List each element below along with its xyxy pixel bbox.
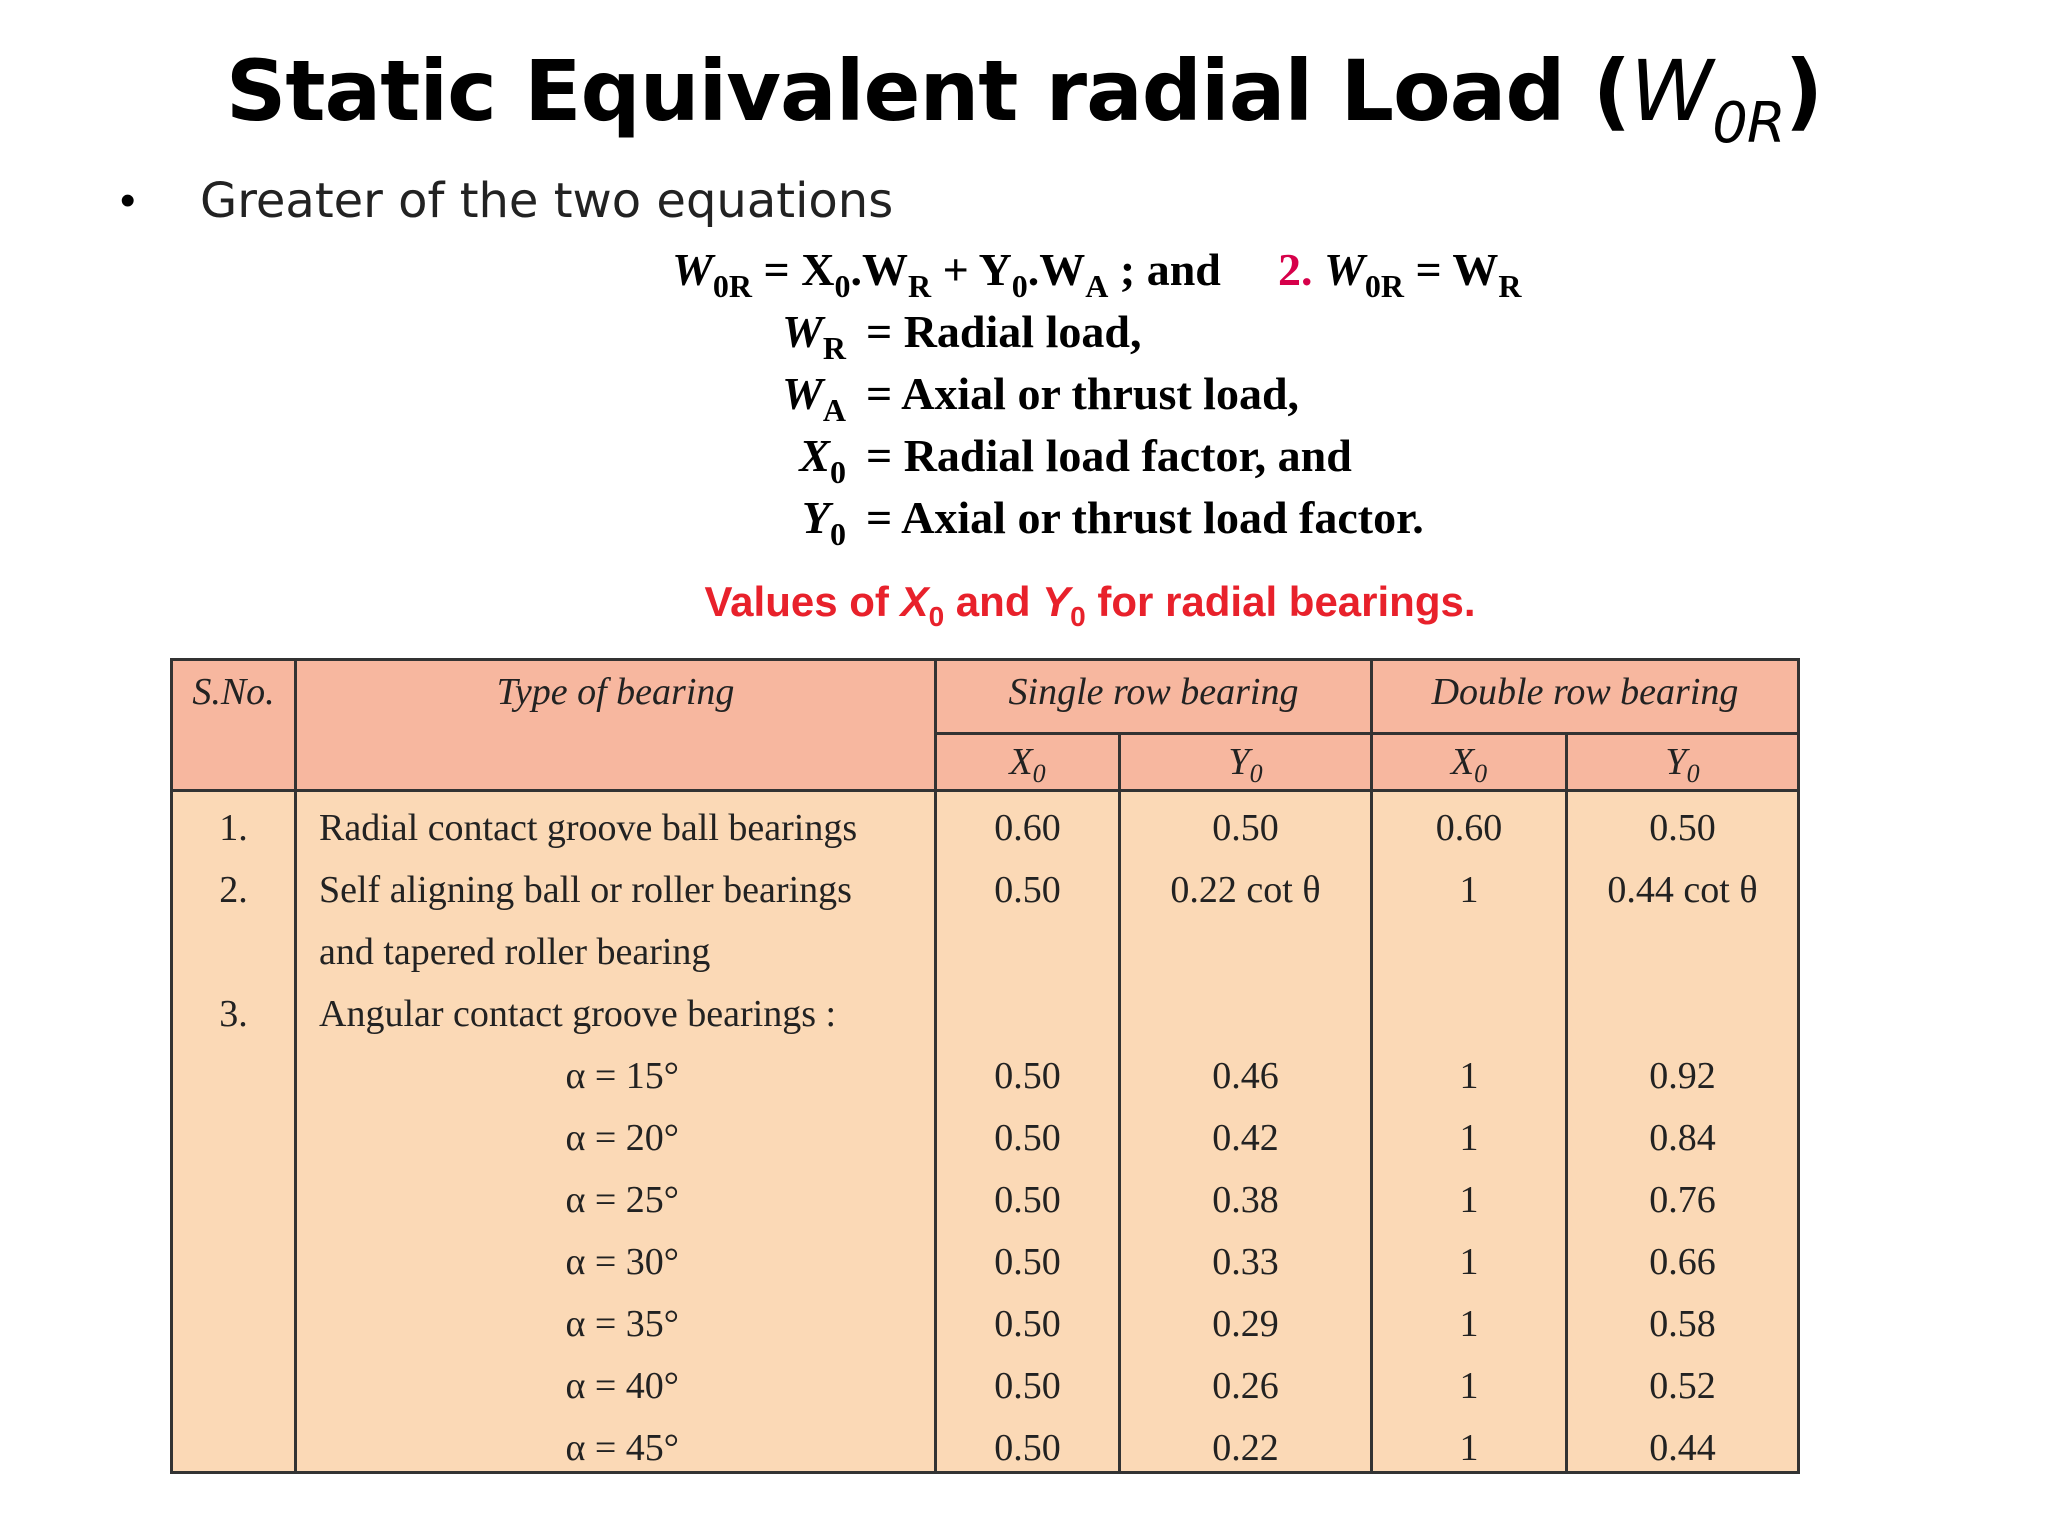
cell-double-x0: 1: [1459, 1365, 1479, 1407]
cell-single-x0: 0.50: [994, 1241, 1061, 1283]
col-divider: [294, 661, 297, 1471]
cell-single-y0: 0.29: [1212, 1303, 1279, 1345]
cell-single-y0: 0.38: [1212, 1179, 1279, 1221]
definition-wa: [770, 364, 1570, 428]
header-sno: S.No.: [192, 671, 275, 713]
cell-single-y0: 0.22 cot θ: [1170, 869, 1321, 911]
header-sub: 0: [1032, 759, 1046, 788]
cell-double-x0: 0.60: [1435, 807, 1503, 849]
cell-double-y0: 0.44 cot θ: [1607, 869, 1758, 911]
cell-double-x0: 1: [1459, 869, 1479, 911]
definition-wr: [770, 302, 1570, 366]
cell-type: α = 30°: [565, 1241, 679, 1283]
caption-x-sub: 0: [928, 601, 945, 632]
cell-double-x0: 1: [1459, 1427, 1479, 1469]
table-caption: [0, 572, 2048, 647]
header-type: Type of bearing: [496, 671, 735, 713]
definition-y0: [770, 488, 1570, 552]
cell-double-x0: 1: [1459, 1241, 1479, 1283]
eq2-lhs: W: [1324, 244, 1365, 295]
caption-y: Y: [1042, 578, 1071, 625]
header-y-symbol: Y: [1228, 741, 1250, 783]
eq1-plus: + Y: [931, 244, 1012, 295]
header-x-symbol: X: [1009, 741, 1033, 783]
eq1-a-sub: A: [1085, 268, 1109, 304]
cell-single-x0: 0.50: [994, 1365, 1061, 1407]
cell-type: Self aligning ball or roller bearings: [319, 869, 852, 911]
definition-x0: [770, 426, 1570, 490]
eq1-dot2: .W: [1027, 244, 1086, 295]
header-single-row: Single row bearing: [1008, 671, 1299, 713]
def-symbol: X: [799, 430, 830, 481]
def-subscript: 0: [830, 516, 846, 552]
eq2-lhs-sub: 0R: [1364, 268, 1405, 304]
cell-double-x0: 1: [1459, 1179, 1479, 1221]
title-subscript: 0R: [1712, 91, 1785, 156]
eq1-lhs: W: [672, 244, 713, 295]
cell-single-x0: 0.50: [994, 1055, 1061, 1097]
cell-double-y0: 0.92: [1649, 1055, 1716, 1097]
cell-single-y0: 0.33: [1212, 1241, 1279, 1283]
header-x-symbol: X: [1450, 741, 1475, 783]
bearing-factors-table: [170, 658, 1800, 1474]
header-divider: [935, 732, 1797, 735]
header-sub: 0: [1474, 759, 1488, 788]
cell-type: Angular contact groove bearings :: [319, 993, 837, 1035]
cell-type: α = 20°: [565, 1117, 679, 1159]
cell-type: α = 15°: [565, 1055, 679, 1097]
bullet-text: Greater of the two equations: [200, 173, 894, 229]
def-symbol: W: [781, 306, 823, 357]
title-symbol: W: [1630, 42, 1713, 140]
cell-type: α = 35°: [565, 1303, 679, 1345]
header-sub: 0: [1686, 759, 1700, 788]
eq1-y-sub: 0: [1011, 268, 1028, 304]
header-single-x0: [937, 737, 1118, 799]
eq2-number: 2.: [1278, 244, 1313, 295]
def-description: = Axial or thrust load factor.: [866, 492, 1424, 543]
eq2-rhs-sub: R: [1498, 268, 1522, 304]
caption-part-b: for radial bearings.: [1085, 578, 1476, 625]
cell-double-x0: 1: [1459, 1117, 1479, 1159]
header-double-x0: [1373, 737, 1565, 799]
eq1-dot1: .W: [850, 244, 908, 295]
eq1-lhs-sub: 0R: [712, 268, 753, 304]
cell-single-x0: 0.50: [994, 869, 1061, 911]
cell-single-x0: 0.50: [994, 1427, 1061, 1469]
cell-double-y0: 0.50: [1649, 807, 1716, 849]
cell-type: α = 45°: [565, 1427, 679, 1469]
eq1-r-sub: R: [907, 268, 932, 304]
cell-single-x0: 0.60: [994, 807, 1061, 849]
cell-double-y0: 0.44: [1649, 1427, 1716, 1469]
def-subscript: 0: [830, 454, 846, 490]
cell-type: α = 25°: [565, 1179, 679, 1221]
eq1-tail: ; and: [1108, 244, 1221, 295]
cell-sno: 3.: [219, 993, 248, 1035]
caption-part-a: Values of: [704, 578, 901, 625]
caption-y-sub: 0: [1070, 601, 1086, 632]
cell-type: α = 40°: [565, 1365, 679, 1407]
cell-double-x0: 1: [1459, 1303, 1479, 1345]
def-description: = Radial load,: [866, 306, 1142, 357]
cell-single-y0: 0.26: [1212, 1365, 1279, 1407]
title-close: ): [1784, 42, 1823, 140]
cell-double-y0: 0.84: [1649, 1117, 1716, 1159]
header-double-y0: [1568, 737, 1797, 799]
def-subscript: R: [822, 330, 846, 366]
def-description: = Axial or thrust load,: [866, 368, 1300, 419]
header-sub: 0: [1249, 759, 1263, 788]
cell-double-y0: 0.76: [1649, 1179, 1716, 1221]
cell-double-x0: 1: [1459, 1055, 1479, 1097]
header-single-y0: [1121, 737, 1370, 799]
caption-mid: and: [944, 578, 1043, 625]
cell-type: Radial contact groove ball bearings: [319, 807, 858, 849]
title-text: Static Equivalent radial Load (: [225, 42, 1631, 140]
cell-single-x0: 0.50: [994, 1117, 1061, 1159]
caption-x: X: [900, 578, 929, 625]
def-symbol: W: [781, 368, 823, 419]
cell-double-y0: 0.52: [1649, 1365, 1716, 1407]
def-description: = Radial load factor, and: [866, 430, 1352, 481]
cell-single-x0: 0.50: [994, 1303, 1061, 1345]
header-double-row: Double row bearing: [1431, 671, 1739, 713]
cell-sno: 1.: [219, 807, 248, 849]
cell-single-x0: 0.50: [994, 1179, 1061, 1221]
def-symbol: Y: [801, 492, 830, 543]
bullet-marker: •: [120, 176, 136, 225]
eq1-rhs: = X: [763, 244, 835, 295]
header-y-symbol: Y: [1665, 741, 1687, 783]
page-title: [0, 36, 2048, 179]
cell-single-y0: 0.42: [1212, 1117, 1279, 1159]
cell-single-y0: 0.46: [1212, 1055, 1279, 1097]
cell-single-y0: 0.50: [1212, 807, 1279, 849]
eq2-rhs: = W: [1404, 244, 1499, 295]
cell-single-y0: 0.22: [1212, 1427, 1279, 1469]
cell-type: and tapered roller bearing: [319, 931, 711, 973]
cell-double-y0: 0.66: [1649, 1241, 1716, 1283]
eq1-x-sub: 0: [834, 268, 851, 304]
def-subscript: A: [822, 392, 846, 428]
cell-sno: 2.: [219, 869, 248, 911]
cell-double-y0: 0.58: [1649, 1303, 1716, 1345]
